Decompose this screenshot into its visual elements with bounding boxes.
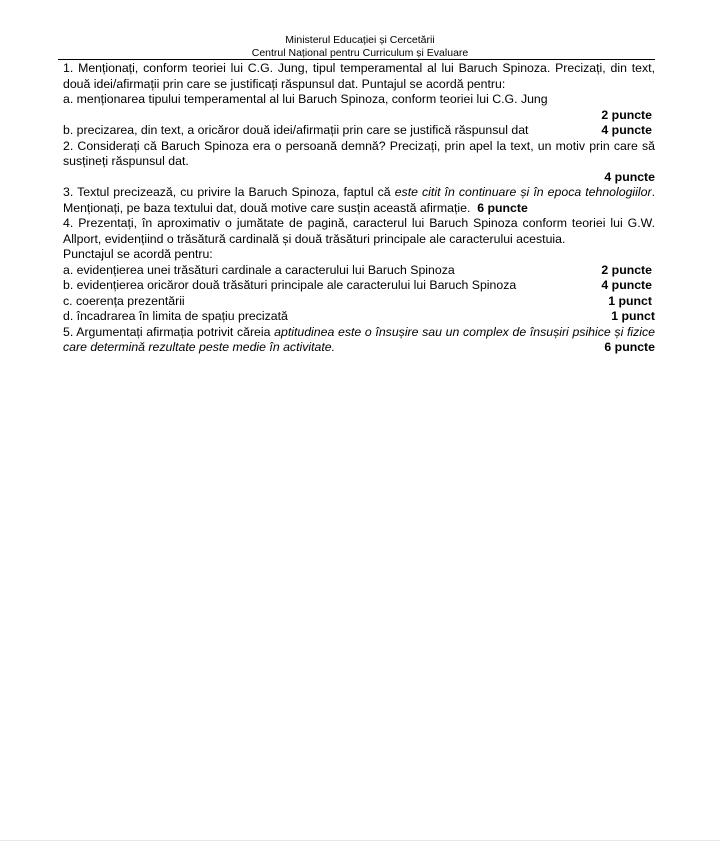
question-4-item-b: b. evidențierea oricăror două trăsături principale ale caracterului lui Baruch Spinoza	[63, 278, 517, 292]
question-4-item-d: d. încadrarea în limita de spațiu precizată	[63, 309, 288, 323]
question-4-item-c-row	[63, 294, 655, 310]
page-bottom-edge	[0, 840, 720, 841]
question-3: 3. Textul precizează, cu privire la Baruch Spinoza, faptul că este citit în continuare și în epoca tehnologiilor. Menționați, pe baza textului dat, două motive care susțin această afirmație. 6 puncte	[63, 185, 655, 215]
question-1-item-b: b. precizarea, din text, a oricăror două idei/afirmații prin care se justifică răspunsul dat	[63, 123, 529, 137]
question-1-item-b-points: 4 puncte	[601, 123, 652, 137]
question-1-item-a: a. menționarea tipului temperamental al lui Baruch Spinoza, conform teoriei lui C.G. Jung	[63, 92, 548, 106]
question-4-item-a-row	[63, 263, 655, 279]
question-2: 2. Considerați că Baruch Spinoza era o persoană demnă? Precizați, prin apel la text, un motiv prin care să susțineți răspunsul dat.	[63, 138, 655, 168]
question-4-item-b-row	[63, 278, 655, 294]
question-5-points: 6 puncte	[604, 340, 655, 354]
question-1-item-b-row	[63, 123, 655, 139]
question-5-quote: aptitudinea este o însușire sau un complex de însușiri psihice și fizice care determină rezultate peste medie în activitate.	[63, 324, 655, 354]
question-3-quote: este citit în continuare și în epoca tehnologiilor	[394, 185, 652, 199]
question-4-item-c: c. coerența prezentării	[63, 293, 185, 308]
question-4-item-a-points: 2 puncte	[601, 262, 652, 277]
question-4-item-b-points: 4 puncte	[601, 278, 652, 292]
question-4-item-d-points: 1 punct	[611, 309, 655, 323]
exam-content	[63, 61, 655, 356]
question-3-points: 6 puncte	[477, 200, 528, 215]
header-divider	[58, 59, 655, 60]
question-4-item-d-row	[63, 309, 655, 325]
question-4-intro: Punctajul se acordă pentru:	[63, 247, 213, 261]
document-header	[0, 34, 720, 60]
question-2-points: 4 puncte	[604, 169, 655, 184]
question-4-item-c-points: 1 punct	[608, 293, 652, 308]
header-ministry: Ministerul Educației și Cercetării	[285, 34, 435, 46]
question-4-item-a: a. evidențierea unei trăsături cardinale a caracterului lui Baruch Spinoza	[63, 262, 455, 277]
question-1-item-a-points: 2 puncte	[601, 107, 652, 122]
question-5: 5. Argumentați afirmația potrivit căreia aptitudinea este o însușire sau un complex de însușiri psihice și fizice care determină rezultate peste medie în activitate.	[63, 324, 655, 354]
question-4: 4. Prezentați, în aproximativ o jumătate de pagină, caracterul lui Baruch Spinoza conform teoriei lui G.W. Allport, evidențiind o trăsătură cardinală și două trăsături principale ale caracterului acestuia.	[63, 216, 655, 246]
question-1: 1. Menționați, conform teoriei lui C.G. Jung, tipul temperamental al lui Baruch Spinoza. Precizați, din text, două idei/afirmații prin care se justificați răspunsul dat. Puntajul se acordă pentru:	[63, 61, 655, 91]
header-center: Centrul Național pentru Curriculum și Evaluare	[251, 47, 469, 59]
